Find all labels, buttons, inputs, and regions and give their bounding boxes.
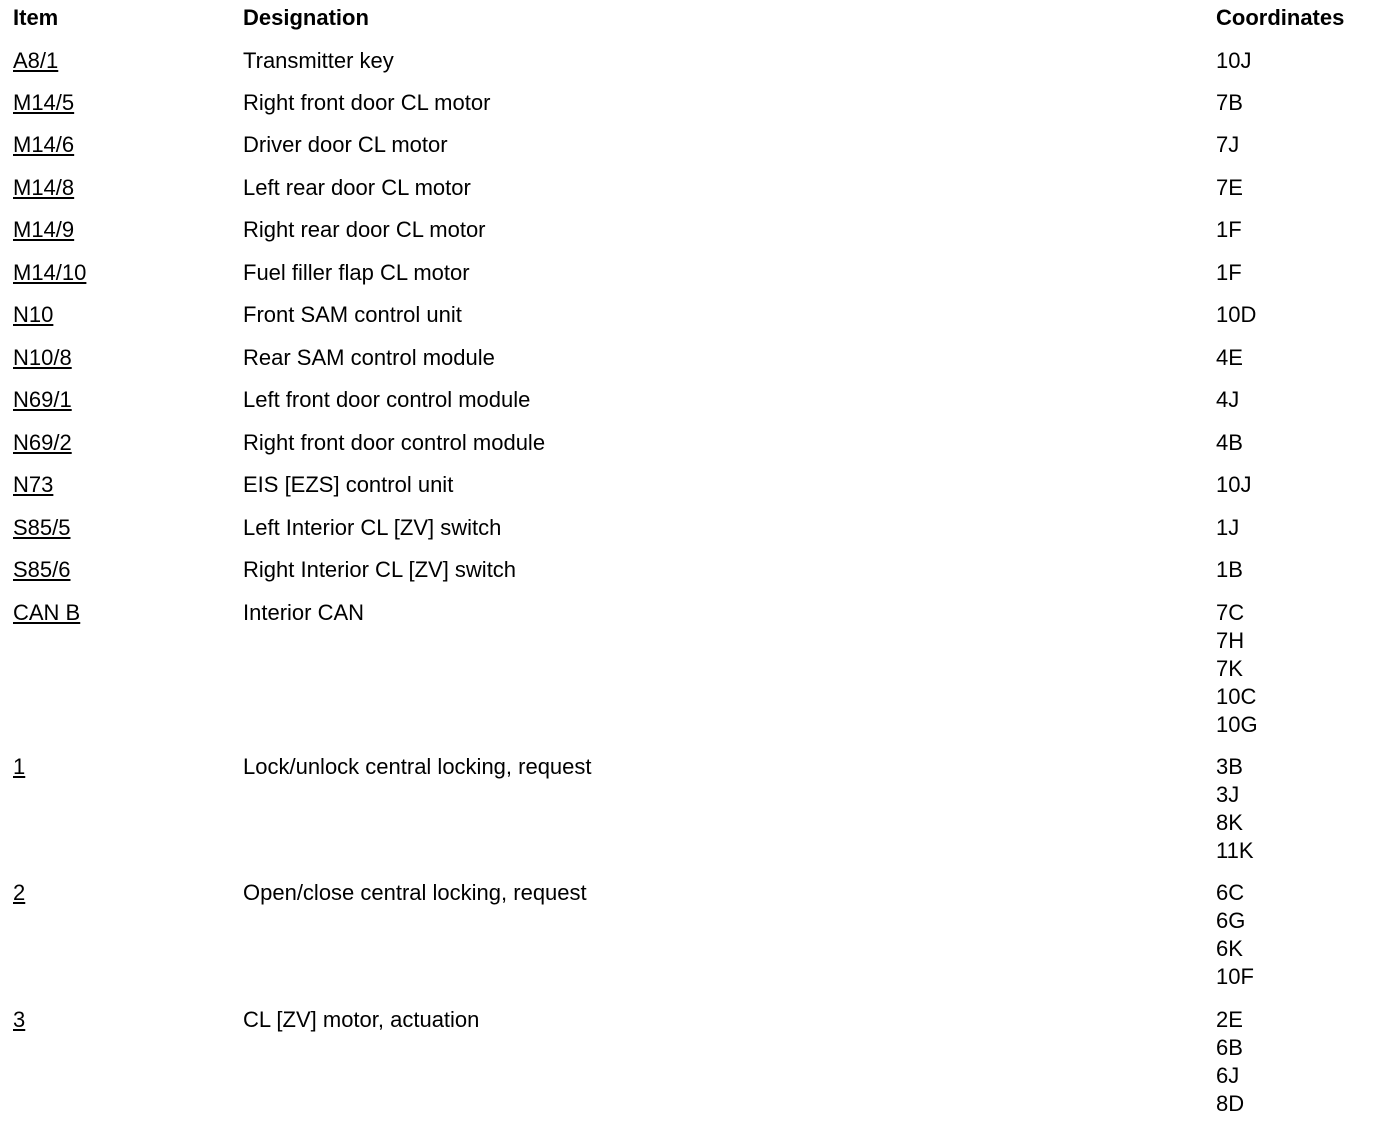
designation-text: CL [ZV] motor, actuation (243, 1007, 480, 1032)
coordinates-cell (1216, 879, 1254, 991)
coordinate-value: 7H (1216, 628, 1245, 653)
item-link[interactable]: N73 (13, 472, 54, 497)
designation-text: Fuel filler flap CL motor (243, 260, 470, 285)
coordinate-value: 1F (1216, 217, 1242, 242)
coordinate-value: 8K (1216, 810, 1243, 835)
coordinate-value: 6J (1216, 1063, 1240, 1088)
coordinate-value: 10D (1216, 302, 1257, 327)
coordinates-cell (1216, 753, 1254, 865)
item-link[interactable]: N69/2 (13, 430, 72, 455)
coordinate-value: 1J (1216, 515, 1240, 540)
coordinates-cell (1216, 1006, 1244, 1118)
coordinates-cell (1216, 174, 1243, 202)
coordinate-value: 6C (1216, 880, 1245, 905)
designation-text: Lock/unlock central locking, request (243, 754, 592, 779)
item-link[interactable]: M14/8 (13, 175, 75, 200)
coordinate-value: 6G (1216, 908, 1246, 933)
designation-text: Front SAM control unit (243, 302, 462, 327)
coordinates-cell (1216, 471, 1251, 499)
item-link[interactable]: N10 (13, 302, 54, 327)
item-link[interactable]: 2 (13, 880, 26, 905)
coordinates-cell (1216, 216, 1242, 244)
coordinates-cell (1216, 556, 1243, 584)
item-link[interactable]: S85/5 (13, 515, 71, 540)
coordinate-value: 1B (1216, 557, 1243, 582)
coordinate-value: 7J (1216, 132, 1240, 157)
item-link[interactable]: 1 (13, 754, 26, 779)
designation-text: Interior CAN (243, 600, 365, 625)
designation-text: Rear SAM control module (243, 345, 495, 370)
coordinate-value: 10C (1216, 684, 1257, 709)
coordinate-value: 7B (1216, 90, 1243, 115)
item-link[interactable]: S85/6 (13, 557, 71, 582)
item-link[interactable]: M14/10 (13, 260, 87, 285)
coordinate-value: 7E (1216, 175, 1243, 200)
designation-text: Right front door control module (243, 430, 546, 455)
coordinates-cell (1216, 301, 1256, 329)
item-link[interactable]: A8/1 (13, 48, 59, 73)
header-designation: Designation (243, 5, 369, 30)
designation-text: Right Interior CL [ZV] switch (243, 557, 517, 582)
coordinate-value: 10G (1216, 712, 1258, 737)
coordinate-value: 6K (1216, 936, 1243, 961)
designation-text: Open/close central locking, request (243, 880, 587, 905)
coordinates-cell (1216, 344, 1243, 372)
designation-text: Transmitter key (243, 48, 394, 73)
coordinate-value: 7K (1216, 656, 1243, 681)
coordinates-cell (1216, 131, 1239, 159)
coordinates-cell (1216, 89, 1243, 117)
item-link[interactable]: N10/8 (13, 345, 72, 370)
designation-text: Left Interior CL [ZV] switch (243, 515, 502, 540)
designation-text: Driver door CL motor (243, 132, 448, 157)
item-link[interactable]: M14/5 (13, 90, 75, 115)
coordinates-cell (1216, 429, 1243, 457)
coordinate-value: 4B (1216, 430, 1243, 455)
coordinate-value: 3J (1216, 782, 1240, 807)
coordinates-cell (1216, 386, 1239, 414)
coordinate-value: 6B (1216, 1035, 1243, 1060)
coordinate-value: 2E (1216, 1007, 1243, 1032)
designation-text: EIS [EZS] control unit (243, 472, 454, 497)
coordinate-value: 4E (1216, 345, 1243, 370)
coordinate-value: 11K (1216, 838, 1254, 863)
designation-text: Right rear door CL motor (243, 217, 486, 242)
coordinates-cell (1216, 259, 1242, 287)
coordinate-value: 10J (1216, 472, 1252, 497)
designation-text: Left front door control module (243, 387, 531, 412)
item-link[interactable]: M14/6 (13, 132, 75, 157)
item-link[interactable]: N69/1 (13, 387, 72, 412)
item-link[interactable]: M14/9 (13, 217, 75, 242)
item-link[interactable]: 3 (13, 1007, 26, 1032)
coordinate-value: 3B (1216, 754, 1243, 779)
coordinate-value: 4J (1216, 387, 1240, 412)
coordinate-value: 10J (1216, 48, 1252, 73)
header-coordinates: Coordinates (1216, 5, 1345, 30)
coordinate-value: 10F (1216, 964, 1254, 989)
coordinates-cell (1216, 514, 1239, 542)
coordinate-value: 8D (1216, 1091, 1245, 1116)
coordinates-cell (1216, 599, 1258, 739)
coordinate-value: 1F (1216, 260, 1242, 285)
item-link[interactable]: CAN B (13, 600, 81, 625)
coordinates-cell (1216, 47, 1251, 75)
header-item: Item (13, 5, 59, 30)
designation-text: Right front door CL motor (243, 90, 491, 115)
designation-text: Left rear door CL motor (243, 175, 471, 200)
coordinate-value: 7C (1216, 600, 1245, 625)
